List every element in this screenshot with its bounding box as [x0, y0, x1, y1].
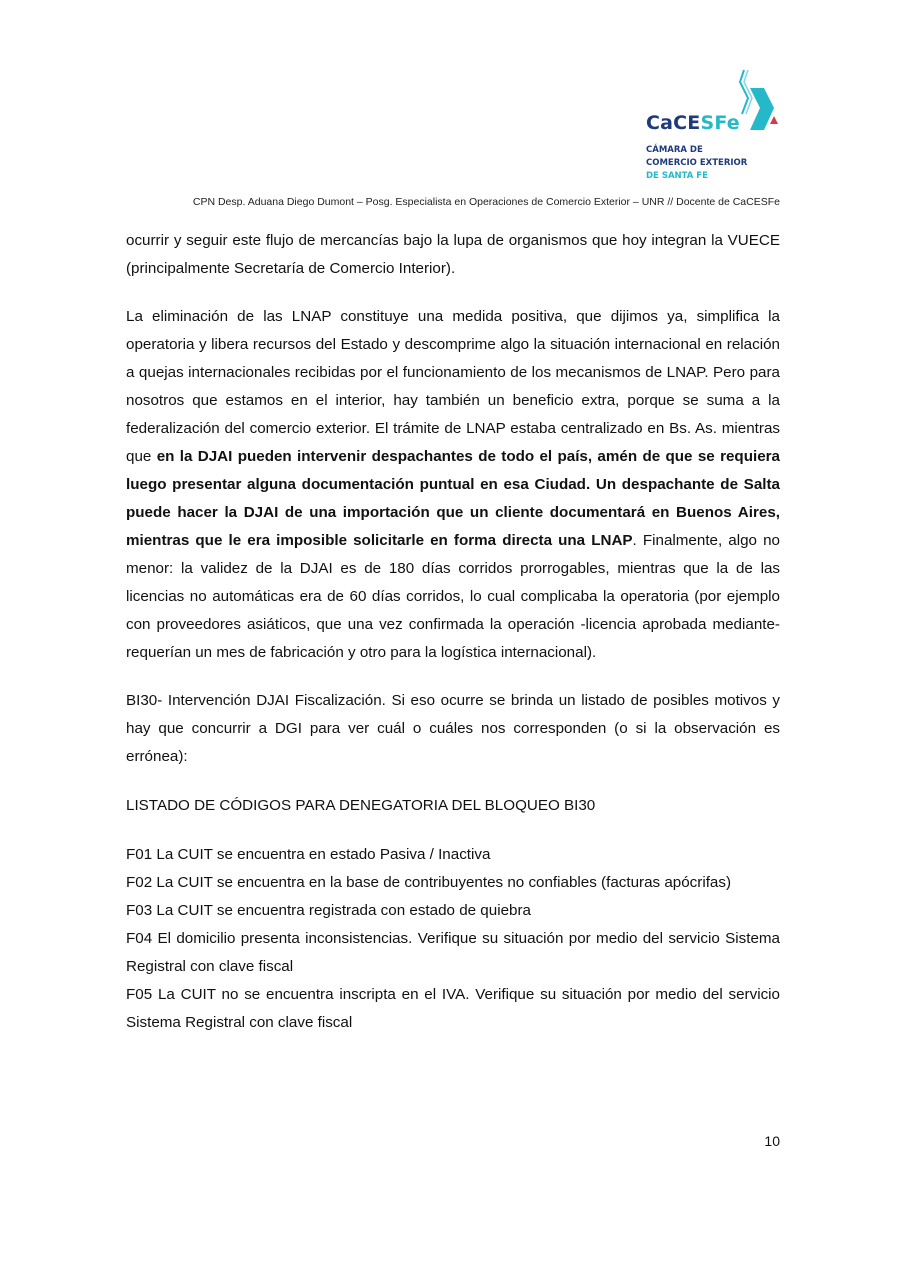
paragraph-3: BI30- Intervención DJAI Fiscalización. Si eso ocurre se brinda un listado de posibles motivos y hay que concurrir a DGI para ver cuál o cuáles nos corresponden (o si la observación es errónea): [126, 692, 780, 765]
logo-wordmark [646, 112, 740, 134]
paragraph-2-bold: en la DJAI pueden intervenir despachantes de todo el país, amén de que se requiera luego presentar alguna documentación puntual en esa Ciudad. Un despachante de Salta puede hacer la DJAI de una importación que un cliente documentará en Buenos Aires, mientras que le era imposible solicitarle en forma directa una LNAP [126, 448, 781, 549]
paragraph-2-text-a: La eliminación de las LNAP constituye una medida positiva, que dijimos ya, simplifica la operatoria y libera recursos del Estado y descomprime algo la situación internacional en relación a quejas internacionales recibidas por el funcionamiento de los mecanismos de LNAP. Pero para nosotros que estamos en el interior, hay también un beneficio extra, porque se suma a la federalización del comercio exterior. El trámite de LNAP estaba centralizado en Bs. As. mientras que [126, 308, 780, 465]
list-item: F01 La CUIT se encuentra en estado Pasiva / Inactiva [126, 846, 491, 863]
logo-subtitle [646, 144, 747, 183]
cacesfe-logo [646, 68, 786, 186]
logo-word-b: SFe [700, 112, 740, 134]
list-title: LISTADO DE CÓDIGOS PARA DENEGATORIA DEL BLOQUEO BI30 [126, 797, 596, 814]
list-item: F05 La CUIT no se encuentra inscripta en el IVA. Verifique su situación por medio del servicio Sistema Registral con clave fiscal [126, 986, 780, 1031]
list-item: F02 La CUIT se encuentra en la base de contribuyentes no confiables (facturas apócrifas) [126, 874, 732, 891]
page-header: CPN Desp. Aduana Diego Dumont – Posg. Especialista en Operaciones de Comercio Exterior – UNR // Docente de CaCESFe [192, 196, 780, 208]
paragraph-2 [126, 303, 780, 667]
chevron-logo-icon [738, 68, 784, 134]
logo-sub-line1: CÁMARA DE [646, 145, 703, 155]
list-item: F04 El domicilio presenta inconsistencias. Verifique su situación por medio del servicio Sistema Registral con clave fiscal [126, 930, 780, 975]
code-list [126, 841, 780, 1037]
logo-sub-line3: DE SANTA FE [646, 171, 708, 181]
document-body [126, 227, 780, 1037]
logo-sub-line2: COMERCIO EXTERIOR [646, 158, 748, 168]
paragraph-2-text-b: . Finalmente, algo no menor: la validez de la DJAI es de 180 días corridos prorrogables, mientras que la de las licencias no automáticas era de 60 días corridos, lo cual complicaba la operatoria (por ejemplo con proveedores asiáticos, que una vez confirmada la operación -licencia aprobada mediante- requerían un mes de fabricación y otro para la logística internacional). [126, 532, 780, 661]
logo-word-a: CaCE [646, 112, 701, 134]
paragraph-1: ocurrir y seguir este flujo de mercancías bajo la lupa de organismos que hoy integran la VUECE (principalmente Secretaría de Comercio Interior). [126, 232, 780, 277]
page-number: 10 [764, 1133, 780, 1149]
list-item: F03 La CUIT se encuentra registrada con estado de quiebra [126, 902, 531, 919]
